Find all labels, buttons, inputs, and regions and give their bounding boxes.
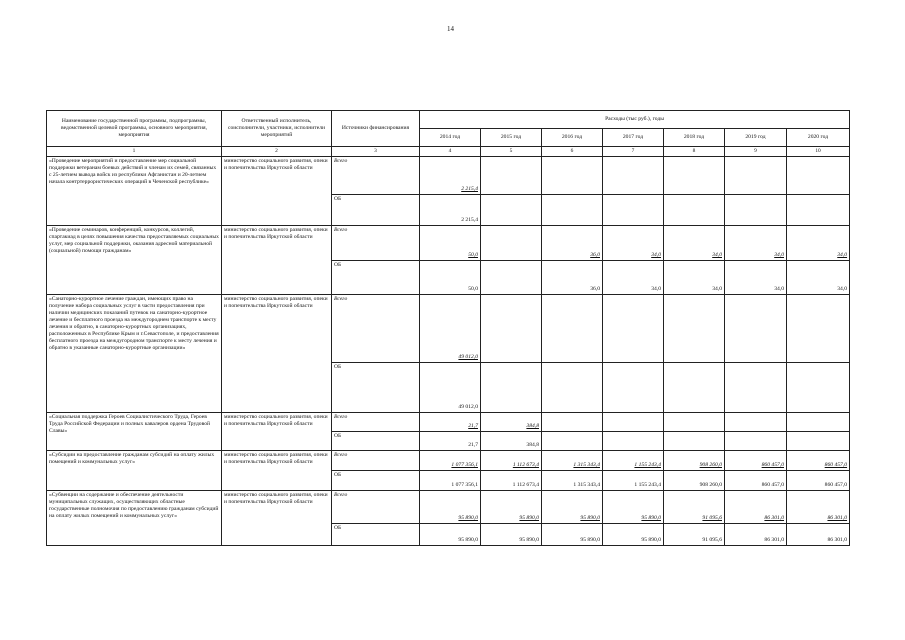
table-row bbox=[47, 490, 850, 523]
value-total bbox=[603, 156, 664, 194]
measure-name: «Проведение мероприятий и предоставление мер социальной поддержки ветеранам боевых действий и членам их семей, связанных с 25-летием вывода войск из республики Афганистан и 20-летием начала контртеррористических операций в Чеченской республике» bbox=[47, 156, 222, 225]
value-ob bbox=[542, 194, 603, 225]
value-total bbox=[725, 156, 787, 194]
source-total: Всего bbox=[332, 294, 420, 362]
value-ob: 1 315 343,4 bbox=[542, 470, 603, 490]
value-ob: 86 301,0 bbox=[787, 523, 850, 545]
value-ob: 91 095,6 bbox=[664, 523, 725, 545]
value-total bbox=[725, 412, 787, 431]
value-total: 34,0 bbox=[664, 225, 725, 260]
value-total: 86 301,0 bbox=[787, 490, 850, 523]
value-total: 34,0 bbox=[787, 225, 850, 260]
value-ob: 34,0 bbox=[664, 260, 725, 294]
value-ob bbox=[542, 362, 603, 412]
column-number: 6 bbox=[542, 147, 603, 157]
value-total bbox=[664, 294, 725, 362]
column-number: 4 bbox=[420, 147, 481, 157]
value-ob: 384,8 bbox=[481, 431, 542, 450]
value-ob: 1 112 673,4 bbox=[481, 470, 542, 490]
header-name: Наименование государственной программы, подпрограммы, ведомственной целевой программы, основного мероприятия, мероприятия bbox=[47, 111, 222, 147]
value-total: 86 301,0 bbox=[725, 490, 787, 523]
value-ob bbox=[481, 260, 542, 294]
value-total: 95 890,0 bbox=[481, 490, 542, 523]
financing-table bbox=[46, 110, 850, 546]
value-total: 860 457,0 bbox=[787, 450, 850, 470]
value-ob bbox=[787, 194, 850, 225]
value-total: 36,0 bbox=[542, 225, 603, 260]
column-number: 9 bbox=[725, 147, 787, 157]
value-ob bbox=[603, 194, 664, 225]
measure-name: «Социальная поддержка Героев Социалистического Труда, Героев Труда Российской Федерации и полных кавалеров ордена Трудовой Славы» bbox=[47, 412, 222, 450]
header-year: 2016 год bbox=[542, 129, 603, 147]
value-total: 1 112 673,4 bbox=[481, 450, 542, 470]
value-total: 1 155 243,4 bbox=[603, 450, 664, 470]
measure-name: «Субсидии на предоставление гражданам субсидий на оплату жилых помещений и коммунальных услуг» bbox=[47, 450, 222, 490]
value-total: 860 457,0 bbox=[725, 450, 787, 470]
measure-executor: министерство социального развития, опеки и попечительства Иркутской области bbox=[222, 156, 332, 225]
table-row bbox=[47, 412, 850, 431]
value-ob bbox=[481, 194, 542, 225]
value-ob: 21,7 bbox=[420, 431, 481, 450]
value-ob: 860 457,0 bbox=[725, 470, 787, 490]
value-total: 91 095,6 bbox=[664, 490, 725, 523]
column-number: 1 bbox=[47, 147, 222, 157]
header-year: 2014 год bbox=[420, 129, 481, 147]
column-number: 7 bbox=[603, 147, 664, 157]
value-total bbox=[481, 294, 542, 362]
value-total: 49 012,0 bbox=[420, 294, 481, 362]
header-year: 2020 год bbox=[787, 129, 850, 147]
value-total: 34,0 bbox=[603, 225, 664, 260]
value-ob: 95 890,0 bbox=[542, 523, 603, 545]
value-ob: 34,0 bbox=[787, 260, 850, 294]
value-total bbox=[603, 294, 664, 362]
value-total: 1 315 343,4 bbox=[542, 450, 603, 470]
source-ob: ОБ bbox=[332, 431, 420, 450]
value-ob bbox=[787, 431, 850, 450]
column-number: 10 bbox=[787, 147, 850, 157]
header-expenses: Расходы (тыс руб.), годы bbox=[420, 111, 850, 129]
measure-executor: министерство социального развития, опеки и попечительства Иркутской области bbox=[222, 294, 332, 412]
value-total bbox=[481, 156, 542, 194]
value-total: 1 077 356,1 bbox=[420, 450, 481, 470]
value-ob: 1 155 243,4 bbox=[603, 470, 664, 490]
source-ob: ОБ bbox=[332, 523, 420, 545]
value-total bbox=[664, 412, 725, 431]
value-total bbox=[787, 156, 850, 194]
value-total bbox=[603, 412, 664, 431]
measure-name: «Субвенции на содержание и обеспечение деятельности муниципальных служащих, осуществляющих областные государственные полномочия по предоставлению гражданам субсидий на оплату жилых помещений и коммунальных услуг» bbox=[47, 490, 222, 545]
value-ob bbox=[603, 431, 664, 450]
value-total: 95 890,0 bbox=[542, 490, 603, 523]
value-total bbox=[542, 294, 603, 362]
source-total: Всего bbox=[332, 450, 420, 470]
value-total: 34,0 bbox=[725, 225, 787, 260]
value-ob bbox=[603, 362, 664, 412]
measure-name: «Проведение семинаров, конференций, конкурсов, коллегий, спартакиад в целях повышения качества предоставляемых социальных услуг, мер социальной поддержки, оказания адресной материальной (социальной) помощи гражданам» bbox=[47, 225, 222, 294]
column-number: 2 bbox=[222, 147, 332, 157]
value-ob: 2 215,4 bbox=[420, 194, 481, 225]
value-ob bbox=[664, 431, 725, 450]
value-ob: 34,0 bbox=[603, 260, 664, 294]
value-total bbox=[481, 225, 542, 260]
header-year: 2019 год bbox=[725, 129, 787, 147]
value-ob bbox=[664, 362, 725, 412]
value-total bbox=[542, 412, 603, 431]
column-number: 5 bbox=[481, 147, 542, 157]
measure-executor: министерство социального развития, опеки и попечительства Иркутской области bbox=[222, 450, 332, 490]
source-ob: ОБ bbox=[332, 470, 420, 490]
header-source: Источники финансирования bbox=[332, 111, 420, 147]
value-ob bbox=[725, 194, 787, 225]
measure-executor: министерство социального развития, опеки и попечительства Иркутской области bbox=[222, 225, 332, 294]
value-total bbox=[725, 294, 787, 362]
value-ob bbox=[542, 431, 603, 450]
value-ob: 908 260,0 bbox=[664, 470, 725, 490]
value-ob bbox=[787, 362, 850, 412]
value-ob bbox=[725, 362, 787, 412]
value-total: 95 890,0 bbox=[420, 490, 481, 523]
value-ob bbox=[725, 431, 787, 450]
value-ob bbox=[481, 362, 542, 412]
table-row bbox=[47, 156, 850, 194]
value-ob: 36,0 bbox=[542, 260, 603, 294]
source-total: Всего bbox=[332, 156, 420, 194]
value-ob bbox=[664, 194, 725, 225]
value-total bbox=[542, 156, 603, 194]
value-ob: 50,0 bbox=[420, 260, 481, 294]
value-ob: 860 457,0 bbox=[787, 470, 850, 490]
table-row bbox=[47, 225, 850, 260]
header-executor: Ответственный исполнитель, соисполнители, участники, исполнители мероприятий bbox=[222, 111, 332, 147]
column-number: 8 bbox=[664, 147, 725, 157]
value-ob: 95 890,0 bbox=[481, 523, 542, 545]
value-ob: 86 301,0 bbox=[725, 523, 787, 545]
value-total: 384,8 bbox=[481, 412, 542, 431]
column-number: 3 bbox=[332, 147, 420, 157]
source-ob: ОБ bbox=[332, 260, 420, 294]
table-row bbox=[47, 450, 850, 470]
header-year: 2018 год bbox=[664, 129, 725, 147]
value-total: 50,0 bbox=[420, 225, 481, 260]
measure-name: «Санаторно-курортное лечение граждан, имеющих право на получение набора социальных услуг в части предоставления при наличии медицинских показаний путевок на санаторно-курортное лечение и бесплатного проезда на междугороднем транспорте к месту лечения и обратно, в санаторно-курортных организациях, расположенных в Республике Крым и г.Севастополе, и предоставления бесплатного проезда на междугородном транспорте к месту лечения и обратно в указанные санаторно-курортные организации» bbox=[47, 294, 222, 412]
source-ob: ОБ bbox=[332, 194, 420, 225]
value-ob: 49 012,0 bbox=[420, 362, 481, 412]
source-total: Всего bbox=[332, 412, 420, 431]
table-row bbox=[47, 294, 850, 362]
value-ob: 1 077 356,1 bbox=[420, 470, 481, 490]
measure-executor: министерство социального развития, опеки и попечительства Иркутской области bbox=[222, 412, 332, 450]
measure-executor: министерство социального развития, опеки и попечительства Иркутской области bbox=[222, 490, 332, 545]
value-ob: 95 890,0 bbox=[603, 523, 664, 545]
value-total: 95 890,0 bbox=[603, 490, 664, 523]
value-total: 908 260,0 bbox=[664, 450, 725, 470]
value-total bbox=[787, 294, 850, 362]
value-ob: 34,0 bbox=[725, 260, 787, 294]
value-total: 2 215,4 bbox=[420, 156, 481, 194]
source-ob: ОБ bbox=[332, 362, 420, 412]
value-total: 21,7 bbox=[420, 412, 481, 431]
source-total: Всего bbox=[332, 490, 420, 523]
source-total: Всего bbox=[332, 225, 420, 260]
header-year: 2015 год bbox=[481, 129, 542, 147]
value-total bbox=[664, 156, 725, 194]
header-year: 2017 год bbox=[603, 129, 664, 147]
column-number-row bbox=[47, 147, 850, 157]
value-ob: 95 890,0 bbox=[420, 523, 481, 545]
page-number: 14 bbox=[447, 25, 454, 33]
value-total bbox=[787, 412, 850, 431]
